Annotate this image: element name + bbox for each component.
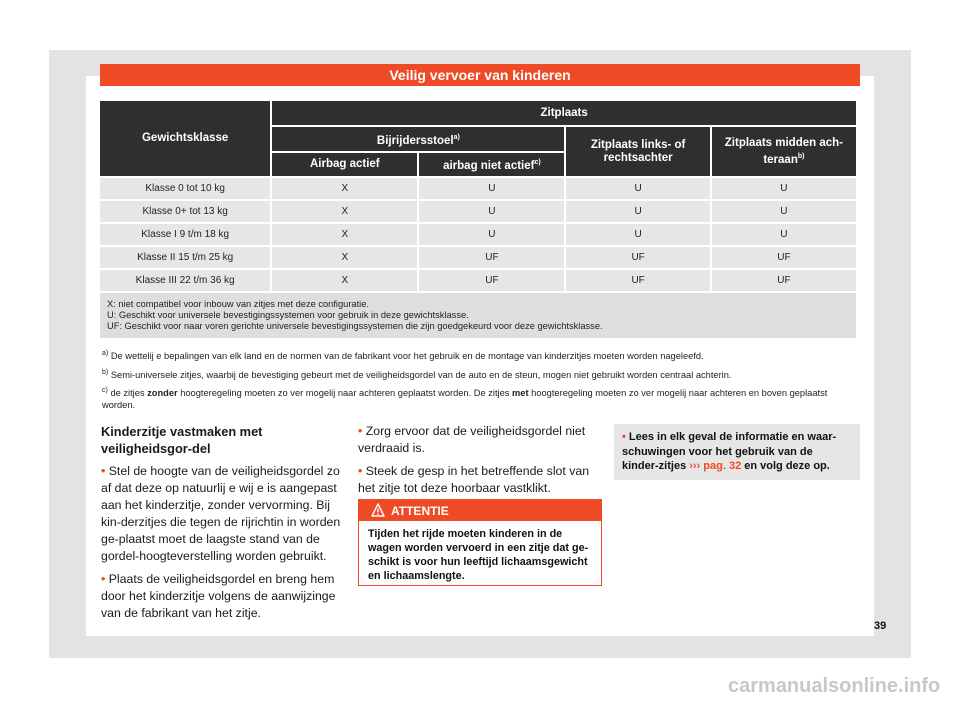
table-row [100, 201, 856, 222]
header-weight-class: Gewichtsklasse [100, 101, 270, 176]
header-airbag-inactive: airbag niet actief$^{c)}$ [419, 153, 564, 176]
cell-outer: UF [566, 247, 709, 268]
cell-airbag-on: X [272, 270, 417, 291]
bullet-icon: • [101, 572, 106, 586]
cell-airbag-off: U [419, 178, 564, 199]
page-number: 39 [874, 620, 887, 632]
cell-middle: UF [712, 247, 856, 268]
child-seat-table [98, 99, 858, 340]
cell-class: Klasse II 15 t/m 25 kg [100, 247, 270, 268]
bullet-icon: • [358, 464, 363, 478]
header-middle-rear: Zitplaats midden ach-teraan$^{b)}$ [712, 127, 856, 176]
bullet-icon: • [358, 424, 363, 438]
table-row [100, 224, 856, 245]
cell-class: Klasse I 9 t/m 18 kg [100, 224, 270, 245]
footnote-b: $^{b)}$ Semi-universele zitjes, waarbij de bevestiging gebeurt met de veiligheidsgordel van de auto en de steun, mogen niet gebruikt worden centraal achterin. [102, 368, 732, 380]
info-box: • Lees in elk geval de informatie en waar-schuwingen voor het gebruik van de kinder-zitjes ››› pag. 32 en volg deze op. [614, 424, 860, 480]
header-seat: Zitplaats [272, 101, 856, 125]
cell-outer: UF [566, 270, 709, 291]
table-legend [100, 293, 856, 338]
cell-outer: U [566, 178, 709, 199]
cell-class: Klasse 0+ tot 13 kg [100, 201, 270, 222]
instruction-bullet: • Plaats de veiligheidsgordel en breng hem door het kinderzitje volgens de aanwijzinge van de fabrikant van het zitje. [101, 572, 336, 620]
bullet-icon: • [622, 431, 626, 443]
footnote-a: $^{a)}$ De wettelij e bepalingen van elk land en de normen van de fabrikant voor het gebruik en de montage van kinderzitjes moeten worden nageleefd. [102, 350, 704, 362]
cell-airbag-off: UF [419, 247, 564, 268]
cell-middle: U [712, 178, 856, 199]
bullet-icon: • [101, 464, 106, 478]
table-row [100, 178, 856, 199]
footnote-c: $^{c)}$ de zitjes zonder hoogteregeling moeten zo ver mogelij naar achteren geplaatst worden. De zitjes met hoogteregeling moeten zo ver mogelij naar achteren en boven geplaatst worden. [102, 387, 828, 410]
cell-airbag-off: U [419, 201, 564, 222]
cell-airbag-off: UF [419, 270, 564, 291]
cell-airbag-on: X [272, 224, 417, 245]
legend-uf: UF: Geschikt voor naar voren gerichte universele bevestigingssystemen die zijn goedgekeurd voor deze gewichtsklasse. [107, 321, 603, 331]
instruction-bullet: • Zorg ervoor dat de veiligheidsgordel niet verdraaid is. [358, 424, 586, 455]
instruction-bullet: • Steek de gesp in het betreffende slot van het zitje tot deze hoorbaar vastklikt. [358, 464, 590, 495]
table-row [100, 270, 856, 291]
header-passenger-seat: Bijrijdersstoel$^{a)}$ [272, 127, 564, 151]
cell-airbag-on: X [272, 201, 417, 222]
cell-airbag-on: X [272, 247, 417, 268]
section-heading: Kinderzitje vastmaken met veiligheidsgor-del [101, 424, 263, 456]
attention-box [358, 499, 602, 586]
instruction-bullet: • Stel de hoogte van de veiligheidsgordel zo af dat deze op natuurlij e wij e is aangepast aan het kinderzitje, zonder vervorming. Bij kin-derzitjes die tegen de rijrichtin in worden ge-plaatst moet de laagste stand van de gordel-hoogteverstelling worden gebruikt. [101, 464, 341, 563]
cell-outer: U [566, 201, 709, 222]
watermark: carmanualsonline.info [728, 675, 941, 697]
legend-u: U: Geschikt voor universele bevestigingssystemen voor gebruik in deze gewichtsklasse. [107, 310, 469, 320]
column-middle [358, 423, 598, 503]
header-outer-rear: Zitplaats links- of rechtsachter [566, 127, 709, 176]
column-left [101, 423, 341, 628]
table-row [100, 247, 856, 268]
attention-header [359, 500, 601, 521]
cell-middle: U [712, 201, 856, 222]
cell-middle: UF [712, 270, 856, 291]
cell-outer: U [566, 224, 709, 245]
attention-title: ATTENTIE [391, 503, 449, 518]
cell-airbag-off: U [419, 224, 564, 245]
cell-middle: U [712, 224, 856, 245]
header-airbag-active: Airbag actief [272, 153, 417, 176]
page-reference-link[interactable]: ››› pag. 32 [689, 460, 742, 472]
warning-triangle-icon [371, 503, 385, 517]
legend-x: X: niet compatibel voor inbouw van zitjes met deze configuratie. [107, 299, 370, 309]
attention-text: Tijden het rijde moeten kinderen in de wagen worden vervoerd in een zitje dat ge-schikt is voor hun leeftijd lichaamsgewicht en lichaamslengte. [368, 528, 589, 582]
footnotes [102, 348, 858, 415]
cell-class: Klasse III 22 t/m 36 kg [100, 270, 270, 291]
section-banner: Veilig vervoer van kinderen [100, 64, 860, 86]
cell-class: Klasse 0 tot 10 kg [100, 178, 270, 199]
cell-airbag-on: X [272, 178, 417, 199]
